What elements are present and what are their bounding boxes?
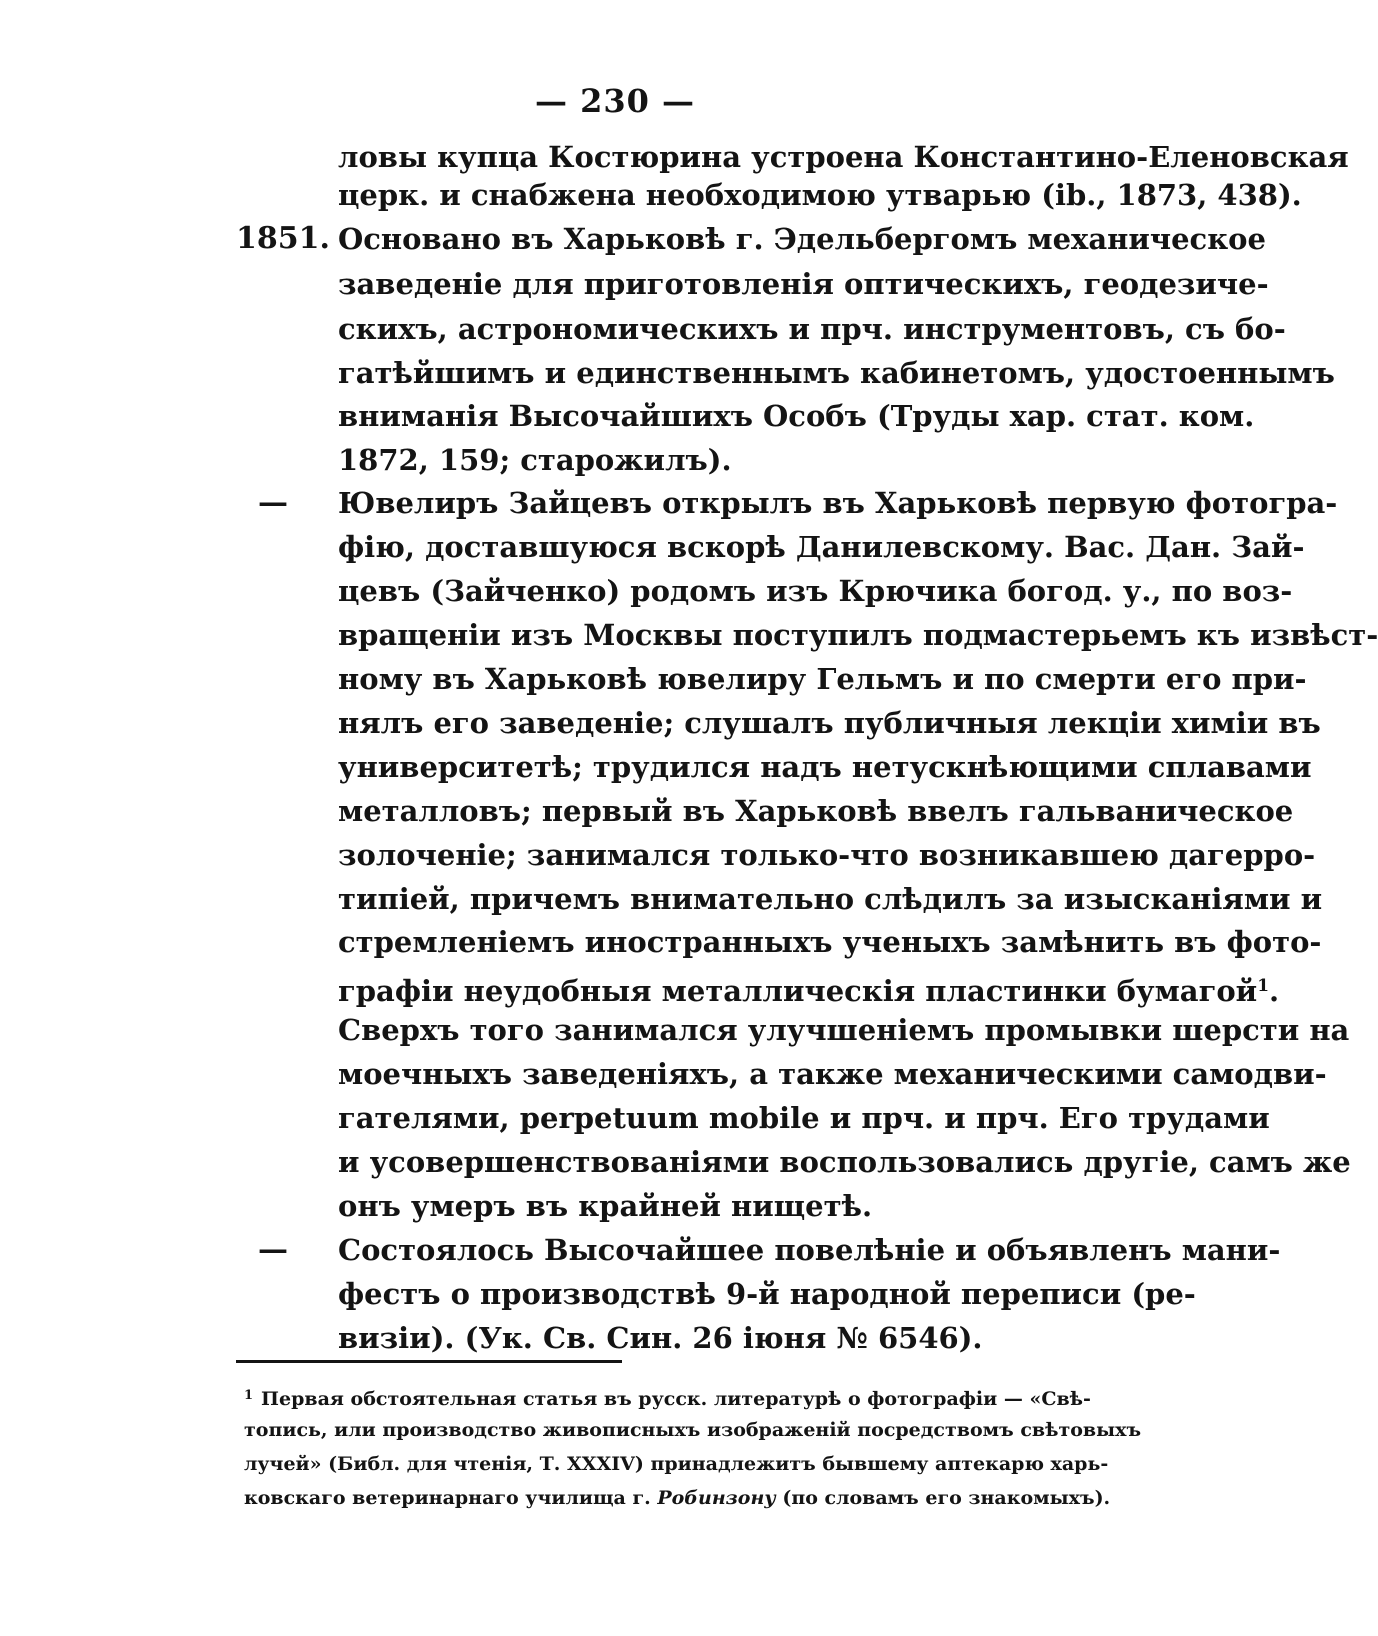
text-line: ловы купца Костюрина устроена Константино-Еленовская	[338, 140, 1349, 174]
footnote-mark: 1	[244, 1388, 254, 1403]
footnote-rule	[236, 1360, 622, 1363]
text-line: фію, доставшуюся вскорѣ Данилевскому. Вас. Дан. Зай-	[338, 530, 1305, 564]
footnote-line: лучей» (Библ. для чтенія, Т. XXXIV) принадлежитъ бывшему аптекарю харь-	[244, 1453, 1109, 1475]
text-line: гатѣйшимъ и единственнымъ кабинетомъ, удостоеннымъ	[338, 356, 1335, 390]
footnote-text: Первая обстоятельная статья въ русск. литературѣ о фотографіи — «Свѣ-	[261, 1388, 1091, 1410]
text-line: заведеніе для приготовленія оптическихъ, геодезиче-	[338, 267, 1269, 301]
text-line: золоченіе; занимался только-что возникавшею дагерро-	[338, 838, 1316, 872]
text-line: металловъ; первый въ Харьковѣ ввелъ гальваническое	[338, 794, 1294, 828]
footnote-text: ковскаго ветеринарнаго училища г.	[244, 1487, 651, 1509]
text-line-body: графіи неудобныя металлическія пластинки бумагой	[338, 974, 1258, 1008]
text-line	[338, 968, 1280, 1008]
footnote-text: (по словамъ его знакомыхъ).	[782, 1487, 1111, 1509]
page-number: — 230 —	[534, 82, 696, 120]
entry-dash: —	[258, 1232, 288, 1267]
text-line: университетѣ; трудился надъ нетускнѣющими сплавами	[338, 750, 1312, 784]
text-line: Сверхъ того занимался улучшеніемъ промывки шерсти на	[338, 1013, 1350, 1047]
entry-dash: —	[258, 485, 288, 520]
text-line: фестъ о производствѣ 9-й народной переписи (ре-	[338, 1277, 1196, 1311]
text-line: стремленіемъ иностранныхъ ученыхъ замѣнить въ фото-	[338, 925, 1322, 959]
footnote-line	[244, 1482, 1111, 1514]
text-line: гателями, perpetuum mobile и прч. и прч. Его трудами	[338, 1101, 1270, 1135]
text-line: онъ умеръ въ крайней нищетѣ.	[338, 1189, 873, 1223]
text-line: цевъ (Зайченко) родомъ изъ Крючика богод. у., по воз-	[338, 574, 1293, 608]
footnote-line	[244, 1380, 1091, 1412]
entry-year: 1851.	[236, 221, 330, 256]
text-line: вращеніи изъ Москвы поступилъ подмастерьемъ къ извѣст-	[338, 618, 1378, 652]
text-line: ному въ Харьковѣ ювелиру Гельмъ и по смерти его при-	[338, 662, 1307, 696]
text-line: Состоялось Высочайшее повелѣніе и объявленъ мани-	[338, 1233, 1281, 1267]
footnote-reference: 1	[1257, 976, 1270, 996]
text-line: и усовершенствованіями воспользовались другіе, самъ же	[338, 1145, 1351, 1179]
footnote-line: топись, или производство живописныхъ изображеній посредствомъ свѣтовыхъ	[244, 1419, 1142, 1441]
text-line: визіи). (Ук. Св. Син. 26 іюня № 6546).	[338, 1321, 983, 1355]
text-line: Основано въ Харьковѣ г. Эдельбергомъ механическое	[338, 222, 1266, 256]
text-line: вниманія Высочайшихъ Особъ (Труды хар. стат. ком.	[338, 399, 1255, 433]
footnote-name: Робинзону	[657, 1487, 776, 1509]
text-line: нялъ его заведеніе; слушалъ публичныя лекціи химіи въ	[338, 706, 1321, 740]
text-line: моечныхъ заведеніяхъ, а также механическими самодви-	[338, 1057, 1327, 1091]
footnote-reference-period: .	[1269, 974, 1280, 1008]
text-line: 1872, 159; старожилъ).	[338, 443, 732, 477]
text-line: типіей, причемъ внимательно слѣдилъ за изысканіями и	[338, 882, 1323, 916]
text-line: скихъ, астрономическихъ и прч. инструментовъ, съ бо-	[338, 312, 1286, 346]
text-line: церк. и снабжена необходимою утварью (ib., 1873, 438).	[338, 178, 1302, 212]
text-line: Ювелиръ Зайцевъ открылъ въ Харьковѣ первую фотогра-	[338, 486, 1338, 520]
